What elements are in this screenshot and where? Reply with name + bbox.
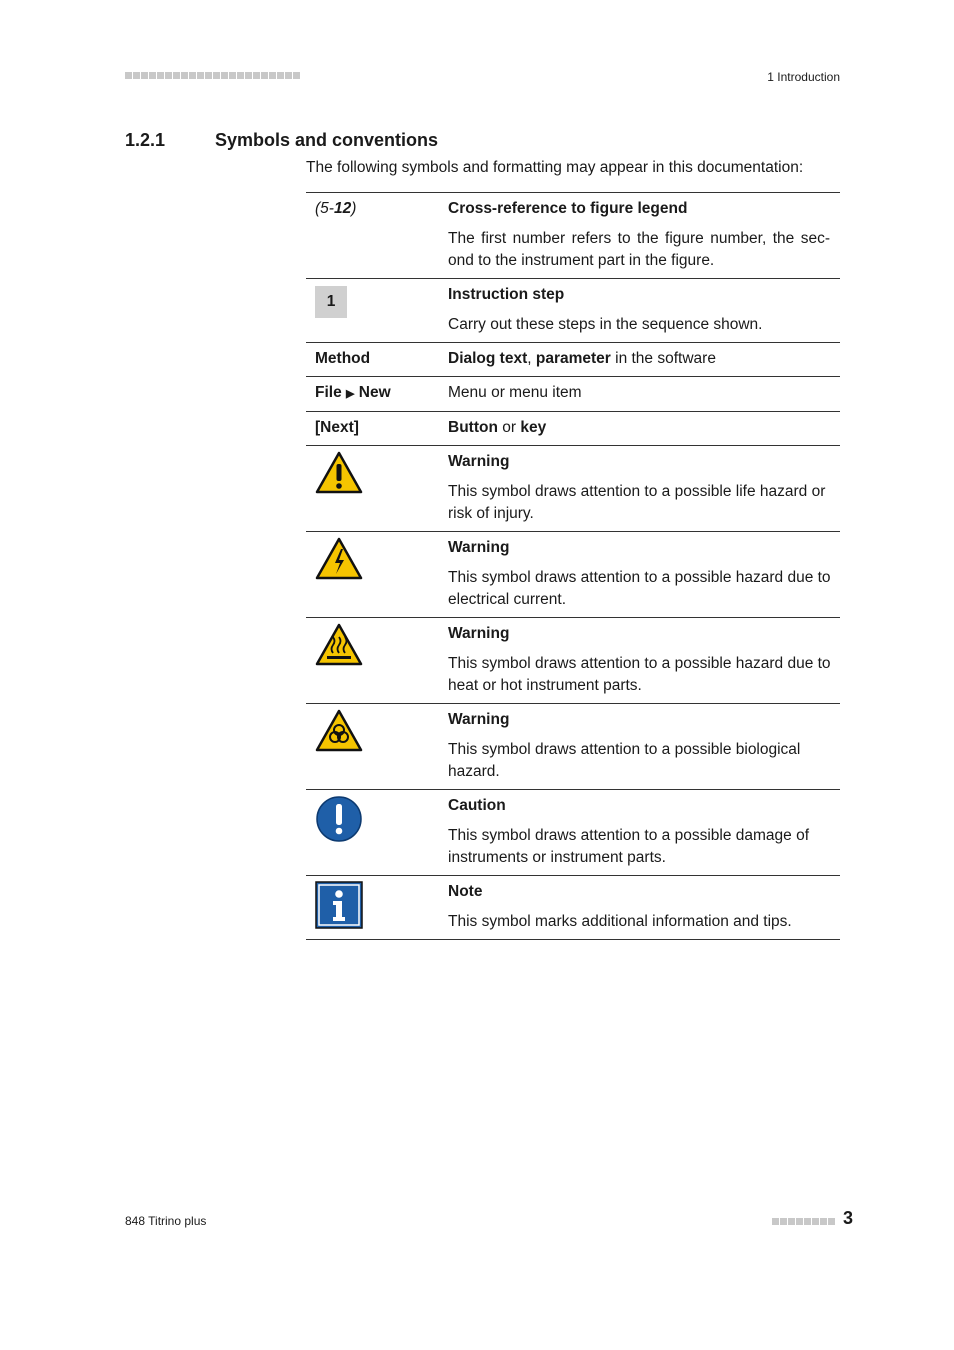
table-row (306, 532, 840, 618)
row-title: Note (448, 883, 483, 900)
row-body: This symbol draws attention to a possible damage of instruments or instrument parts. (448, 827, 809, 866)
table-row (306, 193, 840, 279)
description-cell: Button or key (448, 419, 547, 436)
description-cell: Dialog text, parameter in the software (448, 350, 716, 367)
table-row (306, 790, 840, 876)
row-body: This symbol draws attention to a possible life hazard or risk of injury. (448, 483, 826, 522)
table-row (306, 618, 840, 704)
biohazard-icon (315, 709, 363, 753)
row-body: Carry out these steps in the sequence shown. (448, 316, 763, 333)
section-heading (125, 130, 438, 151)
description-cell (439, 704, 840, 790)
table-row (306, 446, 840, 532)
term-cell: File ▶ New (315, 384, 391, 401)
table-row (306, 279, 840, 343)
table-row (306, 343, 840, 377)
icon-cell (306, 876, 439, 940)
description-cell (439, 446, 840, 532)
description-cell: Menu or menu item (448, 384, 582, 401)
term-cell (306, 193, 439, 279)
icon-cell (306, 704, 439, 790)
footer-ornament (772, 1218, 835, 1225)
description-cell (439, 790, 840, 876)
description-cell (439, 876, 840, 940)
icon-cell (306, 446, 439, 532)
footer-product-name: 848 Titrino plus (125, 1214, 207, 1228)
row-title: Instruction step (448, 286, 565, 303)
term-cell (306, 279, 439, 343)
caution-exclamation-icon (315, 795, 363, 843)
row-title: Cross-reference to figure legend (448, 200, 688, 217)
instruction-step-badge: 1 (315, 286, 347, 318)
row-body: This symbol marks additional information and tips. (448, 913, 792, 930)
description-cell (439, 193, 840, 279)
menu-arrow-icon: ▶ (346, 388, 355, 400)
row-body: The first number refers to the figure number, the sec-ond to the instrument part in the figure. (448, 230, 830, 269)
description-cell (439, 279, 840, 343)
row-body: This symbol draws attention to a possible hazard due to heat or hot instrument parts. (448, 655, 831, 694)
row-title: Caution (448, 797, 506, 814)
page-number: 3 (843, 1208, 854, 1228)
table-row (306, 876, 840, 940)
row-title: Warning (448, 453, 510, 470)
section-title: Symbols and conventions (215, 130, 439, 150)
icon-cell (306, 618, 439, 704)
description-cell (439, 532, 840, 618)
description-cell (439, 618, 840, 704)
info-icon (315, 881, 363, 929)
term-cell: Method (315, 350, 371, 367)
intro-text: The following symbols and formatting may appear in this documentation: (306, 159, 804, 176)
row-body: This symbol draws attention to a possible biological hazard. (448, 741, 801, 780)
table-row (306, 412, 840, 446)
electrical-hazard-icon (315, 537, 363, 581)
header-ornament (125, 72, 300, 80)
section-number: 1.2.1 (125, 130, 166, 150)
table-row (306, 377, 840, 412)
row-title: Warning (448, 711, 510, 728)
cross-reference-term: (5-12) (315, 200, 357, 217)
row-title: Warning (448, 539, 510, 556)
row-title: Warning (448, 625, 510, 642)
warning-exclamation-icon (315, 451, 363, 495)
term-cell: [Next] (315, 419, 359, 436)
icon-cell (306, 532, 439, 618)
hot-surface-icon (315, 623, 363, 667)
conventions-table (306, 192, 840, 940)
row-body: This symbol draws attention to a possible hazard due to electrical current. (448, 569, 831, 608)
table-row (306, 704, 840, 790)
running-head: 1 Introduction (767, 70, 840, 84)
icon-cell (306, 790, 439, 876)
